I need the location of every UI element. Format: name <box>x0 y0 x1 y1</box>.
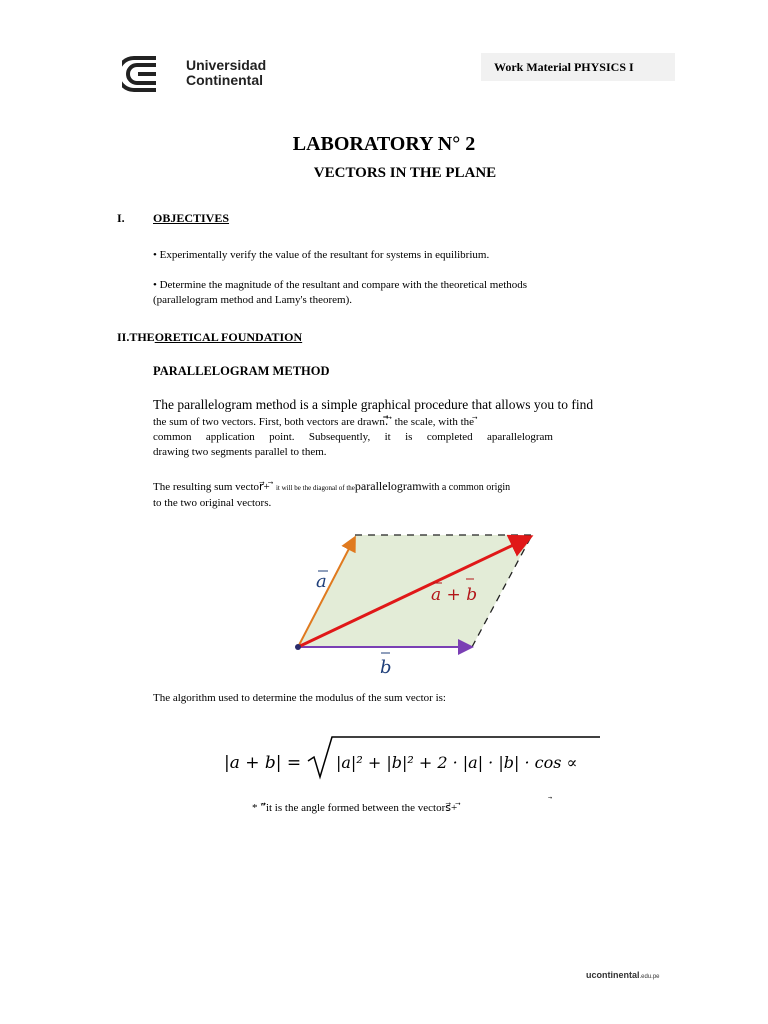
svg-text:|a + b| =: |a + b| = <box>224 753 302 773</box>
work-material-header: Work Material PHYSICS I <box>481 53 675 81</box>
vector-a-label: a <box>316 571 327 592</box>
algorithm-text: The algorithm used to determine the modulus of the sum vector is: <box>153 692 446 704</box>
resultant-modulus-formula <box>224 733 604 783</box>
vector-b-label: b <box>380 657 392 678</box>
parallelogram-lead: The parallelogram method is a simple graphical procedure that allows you to find <box>153 397 594 412</box>
page-title: LABORATORY N° 2 <box>292 133 476 155</box>
parallelogram-paragraph-2: The resulting sum vector⃗+ ⃗ it will be the diagonal of theparallelogramwith a common origin to the two original vectors. <box>153 479 511 509</box>
page-subtitle: VECTORS IN THE PLANE <box>313 165 497 181</box>
parallelogram-diagram <box>280 525 550 685</box>
parallelogram-heading: PARALLELOGRAM METHOD <box>153 364 330 378</box>
parallelogram-paragraph-1: the sum of two vectors. First, both vectors are drawn.⃗⃗ ⃗ the scale, with the ⃗ common application point. Subsequently, it is completed aparallelogram drawing two segments parallel to them. <box>153 416 553 458</box>
section2-heading: II.THEORETICAL FOUNDATION <box>117 330 303 344</box>
resultant-label: a + b <box>431 585 478 605</box>
footer-brand: ucontinental.edu.pe <box>586 970 660 980</box>
origin-point <box>295 644 301 650</box>
section1-number: I. <box>117 211 125 225</box>
objective-2: • Determine the magnitude of the resultant and compare with the theoretical methods (parallelogram method and Lamy's theorem). <box>153 279 528 306</box>
objective-1: • Experimentally verify the value of the resultant for systems in equilibrium. <box>153 249 490 261</box>
section1-heading: OBJECTIVES <box>153 211 230 225</box>
university-name: Universidad Continental <box>186 57 267 88</box>
svg-text:|a|² + |b|² + 2 · |a| · |b| ·: |a|² + |b|² + 2 · |a| · |b| · cos ∝ <box>336 753 578 772</box>
footnote: * “⃗it is the angle formed between the vectors⃗+ ⃗ <box>252 802 461 814</box>
